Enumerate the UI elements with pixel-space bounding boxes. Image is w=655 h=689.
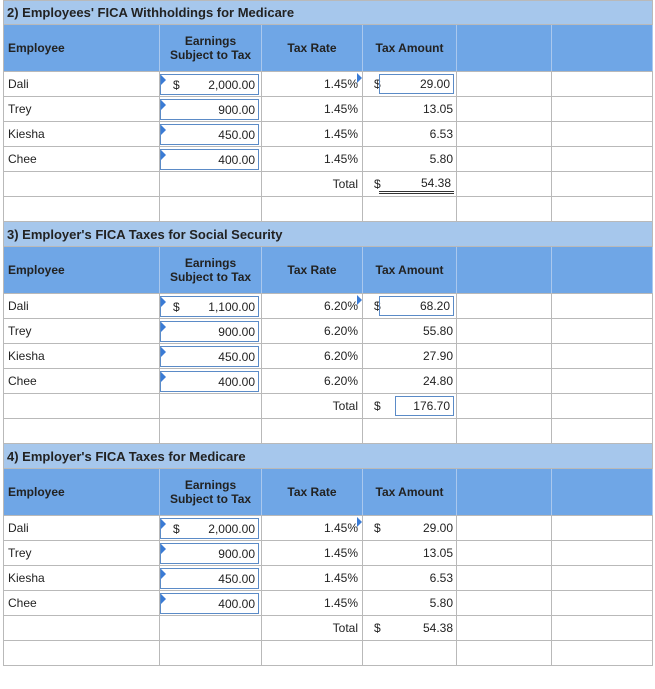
tax-rate-value: 1.45% <box>323 102 358 116</box>
employee-name: Trey <box>3 541 160 565</box>
currency-symbol: $ <box>374 621 381 635</box>
tax-rate-value: 1.45% <box>323 596 358 610</box>
empty-cell <box>262 641 363 665</box>
empty-cell <box>552 369 653 393</box>
empty-cell <box>552 122 653 146</box>
earnings-input[interactable] <box>160 344 262 368</box>
empty-cell <box>552 419 653 443</box>
header-earnings-line2: Subject to Tax <box>169 270 252 284</box>
empty-cell <box>552 394 653 418</box>
tax-amount-cell <box>363 97 457 121</box>
employee-name: Dali <box>3 294 160 318</box>
header-earnings <box>160 247 262 293</box>
tax-rate-value: 1.45% <box>323 521 358 535</box>
tax-amount-cell <box>363 591 457 615</box>
employee-name: Chee <box>3 369 160 393</box>
input-marker-icon <box>357 73 362 83</box>
empty-cell <box>363 197 457 221</box>
empty-cell <box>552 147 653 171</box>
currency-symbol: $ <box>374 177 381 191</box>
employee-name: Kiesha <box>3 122 160 146</box>
tax-amount-cell <box>363 516 457 540</box>
empty-cell <box>457 369 552 393</box>
tax-amount-cell <box>363 566 457 590</box>
earnings-input[interactable] <box>160 541 262 565</box>
table-row <box>3 122 653 147</box>
empty-cell <box>3 197 160 221</box>
header-empty <box>457 25 552 71</box>
empty-cell <box>552 172 653 196</box>
tax-rate-cell <box>262 344 363 368</box>
empty-cell <box>262 197 363 221</box>
input-marker-icon <box>357 517 362 527</box>
header-row <box>3 25 653 72</box>
header-earnings-line1: Earnings <box>184 256 237 270</box>
empty-cell <box>552 541 653 565</box>
tax-rate-cell <box>262 541 363 565</box>
empty-cell <box>457 344 552 368</box>
empty-cell <box>3 394 160 418</box>
table-row <box>3 97 653 122</box>
table-row <box>3 541 653 566</box>
header-earnings <box>160 469 262 515</box>
header-empty <box>552 469 653 515</box>
tax-rate-value: 1.45% <box>323 571 358 585</box>
total-amount-value: 54.38 <box>420 175 451 190</box>
input-marker-icon <box>161 519 166 529</box>
header-earnings-line1: Earnings <box>184 34 237 48</box>
earnings-input[interactable] <box>160 72 262 96</box>
header-row <box>3 469 653 516</box>
empty-cell <box>457 566 552 590</box>
header-tax-amount: Tax Amount <box>363 247 457 293</box>
header-row <box>3 247 653 294</box>
empty-cell <box>457 294 552 318</box>
earnings-value: 2,000.00 <box>208 77 255 92</box>
currency-symbol: $ <box>374 399 381 413</box>
section-title-row <box>3 0 653 25</box>
earnings-value: 900.00 <box>218 324 255 339</box>
tax-rate-value: 6.20% <box>323 299 358 313</box>
header-tax-rate: Tax Rate <box>262 469 363 515</box>
tax-rate-input[interactable] <box>262 294 363 318</box>
currency-symbol: $ <box>374 521 381 535</box>
header-employee: Employee <box>3 25 160 71</box>
earnings-input[interactable] <box>160 566 262 590</box>
section-title-row <box>3 222 653 247</box>
empty-cell <box>363 641 457 665</box>
header-tax-rate: Tax Rate <box>262 25 363 71</box>
earnings-value: 400.00 <box>218 374 255 389</box>
header-empty <box>552 247 653 293</box>
empty-cell <box>160 394 262 418</box>
earnings-value: 450.00 <box>218 127 255 142</box>
earnings-input[interactable] <box>160 147 262 171</box>
earnings-value: 900.00 <box>218 102 255 117</box>
input-marker-icon <box>357 295 362 305</box>
empty-cell <box>457 616 552 640</box>
tax-rate-cell <box>262 319 363 343</box>
empty-cell <box>457 197 552 221</box>
empty-cell <box>552 344 653 368</box>
empty-cell <box>457 516 552 540</box>
empty-cell <box>457 591 552 615</box>
total-row <box>3 394 653 419</box>
tax-amount-cell <box>363 369 457 393</box>
empty-cell <box>160 197 262 221</box>
empty-cell <box>552 641 653 665</box>
earnings-input[interactable] <box>160 369 262 393</box>
tax-rate-value: 1.45% <box>323 152 358 166</box>
table-row <box>3 369 653 394</box>
header-tax-amount: Tax Amount <box>363 469 457 515</box>
header-empty <box>552 25 653 71</box>
table-row <box>3 319 653 344</box>
currency-symbol: $ <box>173 77 180 92</box>
empty-cell <box>552 591 653 615</box>
tax-amount-value: 55.80 <box>422 324 453 338</box>
tax-rate-input[interactable] <box>262 72 363 96</box>
table-row <box>3 147 653 172</box>
empty-cell <box>552 72 653 96</box>
table-row <box>3 516 653 541</box>
header-earnings <box>160 25 262 71</box>
total-amount-value: 176.70 <box>413 399 450 413</box>
total-amount-cell <box>363 172 457 196</box>
employee-name: Chee <box>3 147 160 171</box>
tax-rate-value: 6.20% <box>323 324 358 338</box>
tax-amount-value: 5.80 <box>429 152 453 166</box>
header-tax-amount: Tax Amount <box>363 25 457 71</box>
input-marker-icon <box>161 594 166 604</box>
employee-name: Dali <box>3 72 160 96</box>
empty-cell <box>457 641 552 665</box>
tax-rate-cell <box>262 369 363 393</box>
input-marker-icon <box>161 75 166 85</box>
spacer-row <box>3 419 653 444</box>
earnings-value: 1,100.00 <box>208 299 255 314</box>
tax-rate-value: 6.20% <box>323 374 358 388</box>
empty-cell <box>457 147 552 171</box>
tax-rate-value: 1.45% <box>323 77 358 91</box>
tax-amount-value: 29.00 <box>422 521 453 535</box>
empty-cell <box>160 641 262 665</box>
table-row <box>3 344 653 369</box>
employee-name: Dali <box>3 516 160 540</box>
empty-cell <box>160 172 262 196</box>
header-earnings-line1: Earnings <box>184 478 237 492</box>
tax-rate-input[interactable] <box>262 516 363 540</box>
currency-symbol: $ <box>173 521 180 536</box>
tax-amount-value: 68.20 <box>419 299 450 313</box>
tax-amount-value: 13.05 <box>422 102 453 116</box>
empty-cell <box>552 616 653 640</box>
empty-cell <box>363 419 457 443</box>
tax-rate-cell <box>262 566 363 590</box>
earnings-input[interactable] <box>160 122 262 146</box>
tax-amount-value: 6.53 <box>429 571 453 585</box>
empty-cell <box>457 541 552 565</box>
header-employee: Employee <box>3 469 160 515</box>
earnings-input[interactable] <box>160 516 262 540</box>
empty-cell <box>160 616 262 640</box>
empty-cell <box>3 172 160 196</box>
earnings-value: 900.00 <box>218 546 255 561</box>
section-title: 4) Employer's FICA Taxes for Medicare <box>3 444 653 468</box>
employee-name: Kiesha <box>3 566 160 590</box>
empty-cell <box>3 616 160 640</box>
tax-amount-value: 13.05 <box>422 546 453 560</box>
earnings-value: 450.00 <box>218 571 255 586</box>
tax-rate-cell <box>262 591 363 615</box>
input-marker-icon <box>161 372 166 382</box>
tax-rate-value: 1.45% <box>323 546 358 560</box>
earnings-input[interactable] <box>160 319 262 343</box>
tax-rate-cell <box>262 122 363 146</box>
table-row <box>3 591 653 616</box>
total-amount-value: 54.38 <box>422 621 453 635</box>
spacer-row <box>3 641 653 666</box>
empty-cell <box>552 319 653 343</box>
worksheet <box>3 0 653 666</box>
empty-cell <box>3 641 160 665</box>
input-marker-icon <box>161 347 166 357</box>
section-title: 3) Employer's FICA Taxes for Social Security <box>3 222 653 246</box>
table-row <box>3 294 653 319</box>
total-amount-cell <box>363 616 457 640</box>
tax-rate-value: 1.45% <box>323 127 358 141</box>
empty-cell <box>262 419 363 443</box>
currency-symbol: $ <box>374 299 381 313</box>
empty-cell <box>552 294 653 318</box>
employee-name: Chee <box>3 591 160 615</box>
currency-symbol: $ <box>374 77 381 91</box>
empty-cell <box>457 72 552 96</box>
empty-cell <box>552 197 653 221</box>
empty-cell <box>552 566 653 590</box>
section-title-row <box>3 444 653 469</box>
employee-name: Trey <box>3 319 160 343</box>
header-earnings-line2: Subject to Tax <box>169 48 252 62</box>
empty-cell <box>552 97 653 121</box>
tax-amount-cell <box>363 122 457 146</box>
tax-amount-cell <box>363 319 457 343</box>
currency-symbol: $ <box>173 299 180 314</box>
empty-cell <box>457 319 552 343</box>
table-row <box>3 72 653 97</box>
tax-amount-value: 5.80 <box>429 596 453 610</box>
tax-amount-cell <box>363 344 457 368</box>
spacer-row <box>3 197 653 222</box>
earnings-value: 450.00 <box>218 349 255 364</box>
empty-cell <box>3 419 160 443</box>
header-tax-rate: Tax Rate <box>262 247 363 293</box>
header-earnings-line2: Subject to Tax <box>169 492 252 506</box>
earnings-value: 2,000.00 <box>208 521 255 536</box>
earnings-value: 400.00 <box>218 596 255 611</box>
input-marker-icon <box>161 322 166 332</box>
total-label: Total <box>262 172 363 196</box>
tax-amount-cell <box>363 294 457 318</box>
total-amount-cell <box>363 394 457 418</box>
empty-cell <box>457 122 552 146</box>
tax-amount-value: 6.53 <box>429 127 453 141</box>
header-empty <box>457 469 552 515</box>
empty-cell <box>552 516 653 540</box>
empty-cell <box>457 394 552 418</box>
total-row <box>3 172 653 197</box>
total-label: Total <box>262 616 363 640</box>
input-marker-icon <box>161 125 166 135</box>
header-employee: Employee <box>3 247 160 293</box>
tax-amount-value: 24.80 <box>422 374 453 388</box>
tax-amount-value: 29.00 <box>419 77 450 91</box>
input-marker-icon <box>161 544 166 554</box>
tax-amount-value: 27.90 <box>422 349 453 363</box>
empty-cell <box>160 419 262 443</box>
total-row <box>3 616 653 641</box>
employee-name: Kiesha <box>3 344 160 368</box>
earnings-input[interactable] <box>160 591 262 615</box>
earnings-input[interactable] <box>160 294 262 318</box>
tax-amount-cell <box>363 147 457 171</box>
earnings-input[interactable] <box>160 97 262 121</box>
tax-rate-cell <box>262 147 363 171</box>
empty-cell <box>457 97 552 121</box>
tax-rate-cell <box>262 97 363 121</box>
empty-cell <box>457 172 552 196</box>
tax-rate-value: 6.20% <box>323 349 358 363</box>
earnings-value: 400.00 <box>218 152 255 167</box>
input-marker-icon <box>161 297 166 307</box>
input-marker-icon <box>161 150 166 160</box>
table-row <box>3 566 653 591</box>
input-marker-icon <box>161 100 166 110</box>
tax-amount-cell <box>363 72 457 96</box>
input-marker-icon <box>161 569 166 579</box>
tax-amount-cell <box>363 541 457 565</box>
header-empty <box>457 247 552 293</box>
empty-cell <box>457 419 552 443</box>
section-title: 2) Employees' FICA Withholdings for Medicare <box>3 1 653 24</box>
total-label: Total <box>262 394 363 418</box>
employee-name: Trey <box>3 97 160 121</box>
